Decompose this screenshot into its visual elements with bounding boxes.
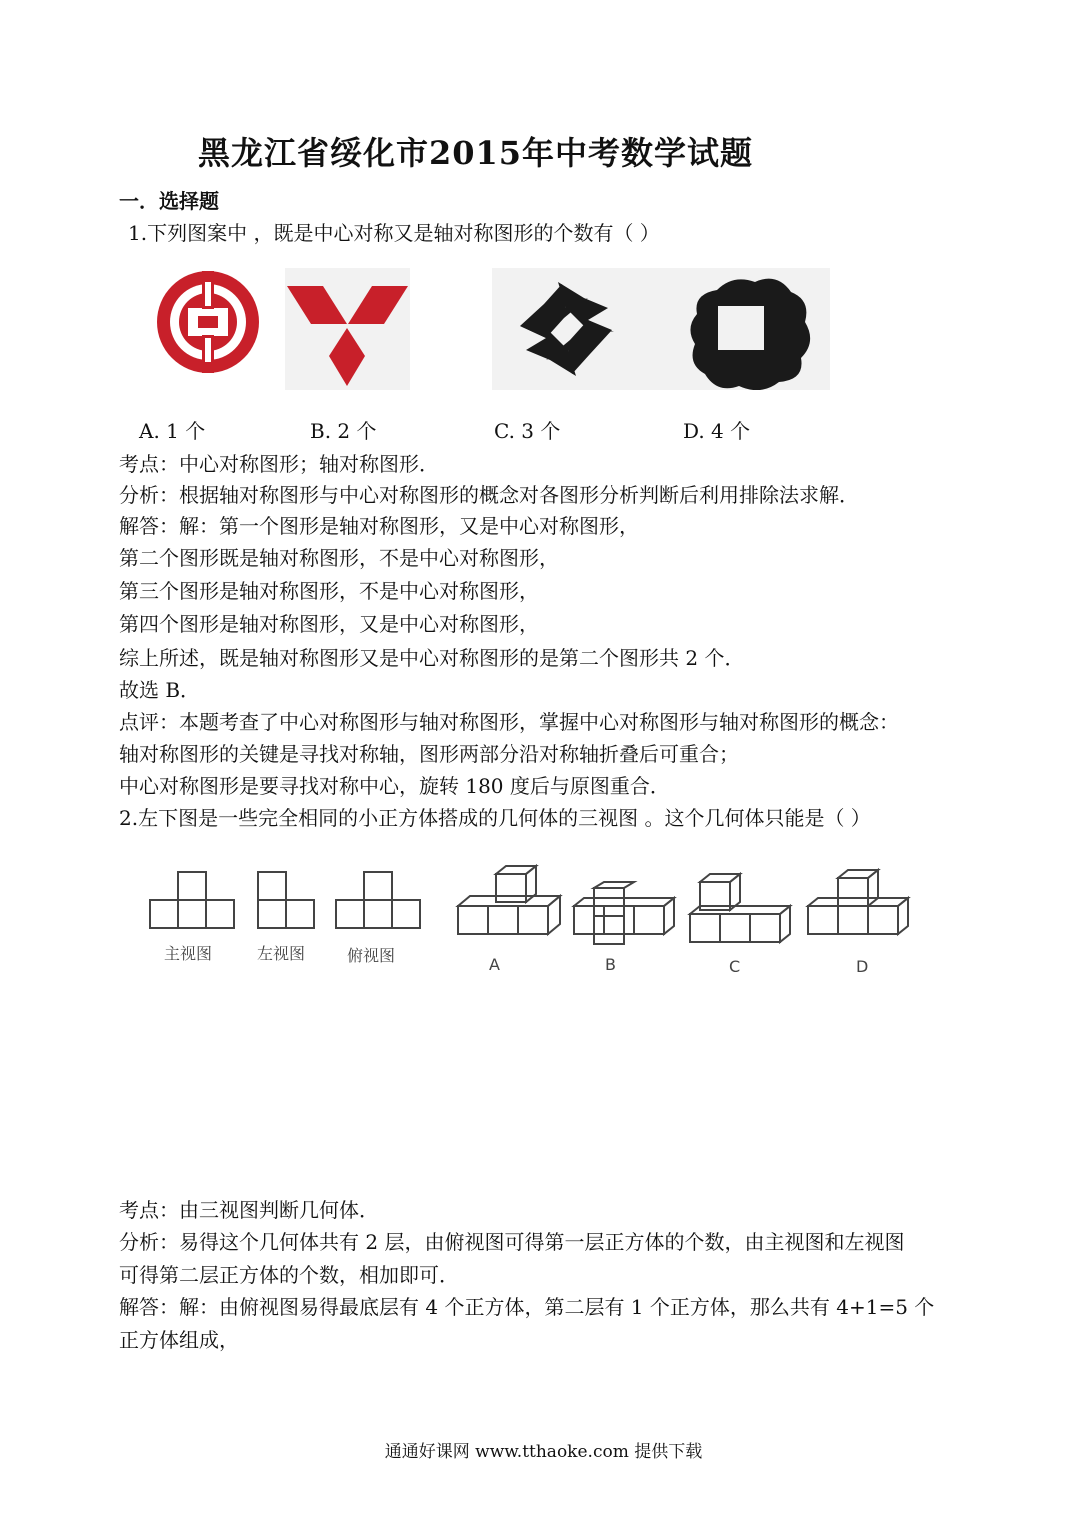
q1-stem: 1.下列图案中 ，既是中心对称又是轴对称图形的个数有（ ） [128, 221, 660, 245]
q1-line: 第二个图形既是轴对称图形，不是中心对称图形， [119, 546, 559, 570]
q1-option-a: A. 1 个 [139, 419, 206, 443]
q1-line: 考点：中心对称图形；轴对称图形． [119, 452, 439, 476]
page-title: 黑龙江省绥化市2015年中考数学试题 [197, 134, 754, 172]
three-view-figure [140, 858, 920, 983]
q1-line: 综上所述，既是轴对称图形又是中心对称图形的是第二个图形共 2 个． [119, 646, 745, 670]
view-label-left: 左视图 [257, 944, 306, 963]
q1-line: 轴对称图形的关键是寻找对称轴，图形两部分沿对称轴折叠后可重合； [119, 742, 739, 766]
q2-line: 考点：由三视图判断几何体． [119, 1198, 379, 1222]
q2-option-c-label: C [729, 957, 741, 976]
q1-line: 分析：根据轴对称图形与中心对称图形的概念对各图形分析判断后利用排除法求解． [119, 483, 859, 507]
q1-line: 解答：解：第一个图形是轴对称图形，又是中心对称图形， [119, 514, 639, 538]
q1-line: 中心对称图形是要寻找对称中心，旋转 180 度后与原图重合． [119, 774, 670, 798]
q1-option-d: D. 4 个 [683, 419, 751, 443]
view-label-front: 主视图 [164, 944, 213, 963]
q1-line: 故选 B． [119, 678, 201, 702]
three-diamond-figure [285, 268, 410, 390]
q2-option-a-label: A [489, 955, 500, 974]
q2-stem: 2.左下图是一些完全相同的小正方体搭成的几何体的三视图 。这个几何体只能是（ ） [119, 806, 871, 830]
q1-line: 第四个图形是轴对称图形，又是中心对称图形， [119, 612, 539, 636]
q2-line: 解答：解：由俯视图易得最底层有 4 个正方体，第二层有 1 个正方体，那么共有 4+1=5 个 [119, 1295, 935, 1319]
bank-logo-figure [150, 268, 270, 378]
q1-line: 点评：本题考查了中心对称图形与轴对称图形，掌握中心对称图形与轴对称图形的概念： [119, 710, 899, 734]
page-footer: 通通好课网 www.tthaoke.com 提供下载 [384, 1442, 703, 1462]
q2-line: 可得第二层正方体的个数，相加即可． [119, 1263, 459, 1287]
section-heading: 一．选择题 [119, 189, 219, 213]
q1-option-c: C. 3 个 [494, 419, 561, 443]
q2-option-d-label: D [856, 957, 869, 976]
view-label-top: 俯视图 [347, 946, 396, 965]
q1-option-b: B. 2 个 [310, 419, 377, 443]
q2-option-b-label: B [605, 955, 616, 974]
q2-line: 分析：易得这个几何体共有 2 层，由俯视图可得第一层正方体的个数，由主视图和左视图 [119, 1230, 905, 1254]
q1-line: 第三个图形是轴对称图形，不是中心对称图形， [119, 579, 539, 603]
q2-line: 正方体组成， [119, 1328, 239, 1352]
star-and-square-figures [492, 268, 830, 390]
